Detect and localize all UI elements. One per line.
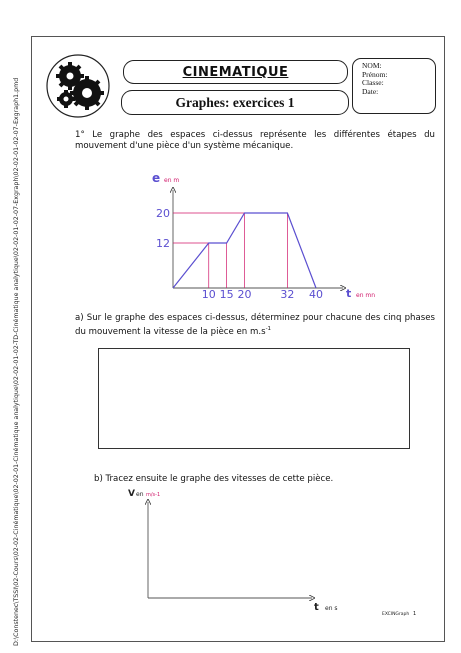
x-axis-var: t	[346, 287, 352, 300]
y-axis-var: e	[152, 171, 161, 185]
subtitle-banner	[121, 90, 349, 115]
gears-logo-icon	[46, 54, 110, 118]
firstname-field: Prénom:	[362, 69, 388, 79]
y-tick-label: 20	[156, 207, 170, 220]
page-frame	[31, 36, 445, 642]
x-tick-label: 15	[219, 288, 234, 301]
t-axis-unit: en s	[325, 605, 338, 612]
page-title: CINEMATIQUE	[182, 65, 289, 80]
x-tick-label: 20	[237, 288, 252, 301]
date-field: Date:	[362, 86, 379, 96]
question-a-exponent: -1	[265, 326, 272, 332]
x-tick-label: 10	[201, 288, 216, 301]
name-field: NOM:	[362, 61, 382, 70]
x-axis-unit: en mn	[356, 292, 376, 299]
t-axis-var: t	[314, 602, 319, 613]
v-axis-prefix: en	[136, 491, 144, 498]
question-b: b) Tracez ensuite le graphe des vitesses de cette pièce.	[94, 474, 334, 484]
x-tick-label: 40	[309, 288, 323, 301]
intro-text: 1° Le graphe des espaces ci-dessus représente les différentes étapes du mouvement d'une pièce d'un système mécanique.	[75, 130, 435, 151]
title-banner	[123, 60, 348, 84]
v-axis-unit: m/s-1	[146, 492, 161, 498]
y-axis-unit: en m	[164, 177, 180, 184]
student-id-box	[352, 58, 436, 114]
page-subtitle: Graphes: exercices 1	[175, 95, 295, 110]
page-number: 1	[413, 611, 417, 617]
y-tick-label: 12	[156, 237, 170, 250]
answer-box[interactable]	[98, 348, 410, 449]
v-axis-var: V	[128, 489, 135, 499]
question-a-text: a) Sur le graphe des espaces ci-dessus, déterminez pour chacune des cinq phases du mouvement la vitesse de la pièce en m.s	[75, 313, 435, 337]
class-field: Classe:	[362, 78, 384, 87]
x-tick-label: 32	[280, 288, 295, 301]
question-a	[75, 313, 435, 338]
file-path-margin: D:\Constenec\TSSI\02-Cours\02-02-Cinématique\02-02-01-Cinématique analytique\02-02-01-02-TD-Cinématique analytique\02-02-01-02-07-Exgraph\02-02-01-02-07-Exgraph1.pmd	[13, 77, 20, 646]
document-code: EXCINGraph	[382, 612, 410, 617]
